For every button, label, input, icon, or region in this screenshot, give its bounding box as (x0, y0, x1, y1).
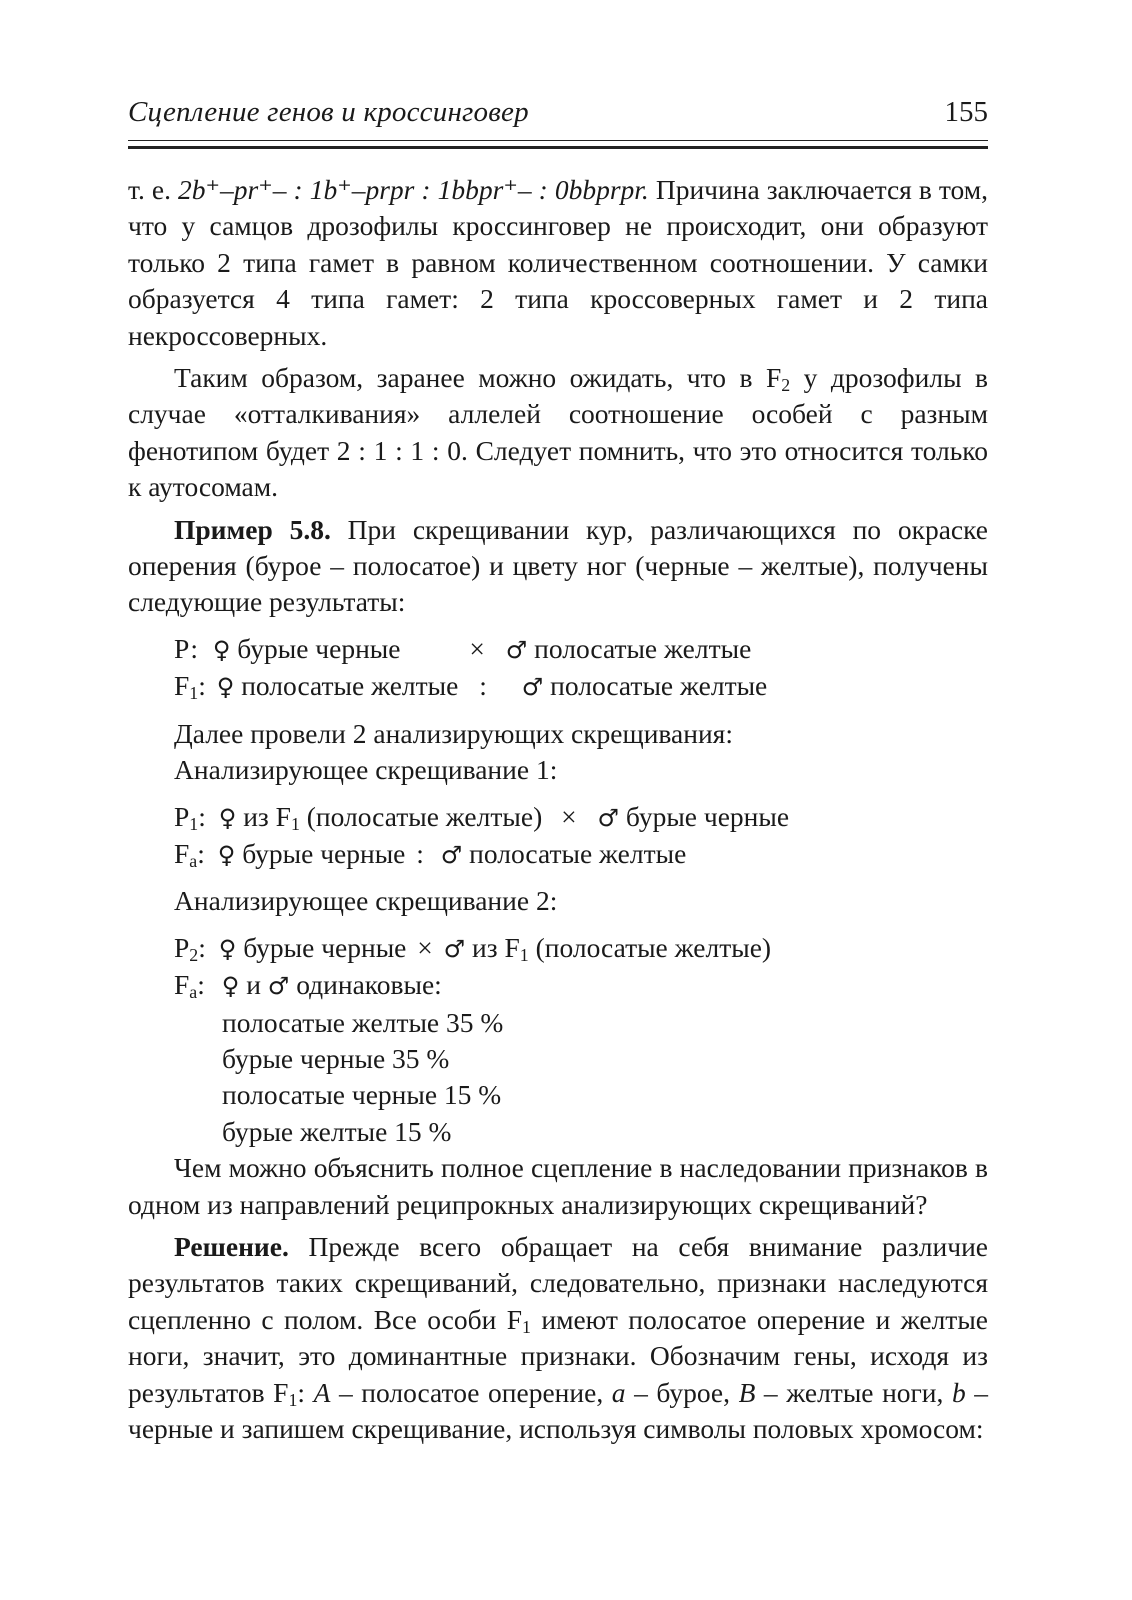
header-rule-thick (128, 146, 988, 149)
gene-symbol: a (611, 1376, 626, 1408)
page-number: 155 (944, 96, 988, 128)
cross-sign: × (561, 800, 577, 832)
cross-sign: × (469, 632, 485, 664)
question-paragraph: Чем можно объяснить полное сцепление в наследовании признаков в одном из направлений реципрокных анализирующих скрещиваний? (128, 1152, 988, 1220)
female-symbol-icon: ♀ (216, 673, 235, 702)
male-symbol-icon: ♂ (521, 673, 544, 702)
female-symbol-icon: ♀ (221, 972, 240, 1001)
gene-symbol: b (951, 1376, 966, 1408)
analysis2-parents-line: $Р_2$: ♀ бурые черные × ♂ из $F_1$ (полосатые желтые) (174, 931, 772, 965)
result-item: бурые черные 35 % (222, 1042, 450, 1074)
male-symbol-icon: ♂ (440, 840, 463, 869)
analysis-intro: Далее провели 2 анализирующих скрещивания: (174, 717, 733, 749)
female-symbol-icon: ♀ (218, 803, 237, 832)
example-statement: Пример 5.8. При скрещивании кур, различающихся по окраске оперения (бурое – полосатое) и цвету ног (черные – желтые), получены следующие результаты: (128, 513, 989, 618)
solution-title: Решение. (174, 1230, 289, 1262)
running-title: Сцепление генов и кроссинговер (128, 96, 529, 128)
example-title: Пример 5.8. (174, 513, 331, 545)
analysis1-cross (128, 799, 988, 874)
analysis2-title: Анализирующее скрещивание 2: (174, 885, 558, 917)
result-item: полосатые черные 15 % (222, 1079, 502, 1111)
analysis1-fa-line: $F_a$: ♀ бурые черные : ♂ полосатые желтые (174, 837, 687, 871)
analysis2-results (128, 1005, 988, 1151)
male-symbol-icon: ♂ (267, 972, 290, 1001)
analysis1-title: Анализирующее скрещивание 1: (174, 754, 558, 786)
result-item: полосатые желтые 35 % (222, 1006, 504, 1038)
solution-paragraph: Решение. Прежде всего обращает на себя внимание различие результатов таких скрещиваний, следовательно, признаки наследуются сцепленно с полом. Все особи $F_1$ имеют полосатое оперение и желтые ноги, значит, это доминантные признаки. Обозначим гены, исходя из результатов $F_1$: A – полосатое оперение, a – бурое, B – желтые ноги, b – черные и запишем скрещивание, используя символы половых хромосом: (128, 1230, 989, 1444)
gene-symbol: A (313, 1376, 331, 1408)
analysis1-parents-line: $Р_1$: ♀ из $F_1$ (полосатые желтые) × ♂ бурые черные (174, 800, 790, 834)
analysis-intro-block (128, 716, 988, 789)
cross-f1-line: $F_1$: ♀ полосатые желтые : ♂ полосатые желтые (174, 670, 768, 704)
paragraph-repulsion: Таким образом, заранее можно ожидать, что в $F_2$ у дрозофилы в случае «отталкивания» аллелей соотношение особей с разным фенотипом будет 2 : 1 : 1 : 0. Следует помнить, что это относится только к аутосомам. (128, 362, 988, 503)
page-body (128, 172, 988, 1447)
female-symbol-icon: ♀ (217, 840, 236, 869)
cross-main (128, 631, 988, 706)
cross-parents-line: Р: ♀ бурые черные × ♂ полосатые желтые (174, 632, 752, 664)
header-rule-thin (128, 140, 988, 141)
result-item: бурые желтые 15 % (222, 1115, 452, 1147)
analysis2-fa-line: $F_a$: ♀ и ♂ одинаковые: (174, 969, 442, 1003)
analysis2-cross (128, 930, 988, 1005)
male-symbol-icon: ♂ (443, 934, 466, 963)
gene-symbol: B (738, 1376, 756, 1408)
male-symbol-icon: ♂ (597, 803, 620, 832)
female-symbol-icon: ♀ (218, 934, 237, 963)
paragraph-drosophila-ratio: т. е. 2b⁺–pr⁺– : 1b⁺–prpr : 1bbpr⁺– : 0bbprpr. Причина заключается в том, что у самцов дрозофилы кроссинговер не происходит, они образуют только 2 типа гамет в равном количественном соотношении. У самки образуется 4 типа гамет: 2 типа кроссоверных гамет и 2 типа некроссоверных. (128, 174, 989, 351)
genotype-formula: 2b⁺–pr⁺– : 1b⁺–prpr : 1bbpr⁺– : 0bbprpr. (178, 174, 649, 205)
cross-sign: × (417, 931, 433, 963)
male-symbol-icon: ♂ (505, 635, 528, 664)
female-symbol-icon: ♀ (212, 635, 231, 664)
